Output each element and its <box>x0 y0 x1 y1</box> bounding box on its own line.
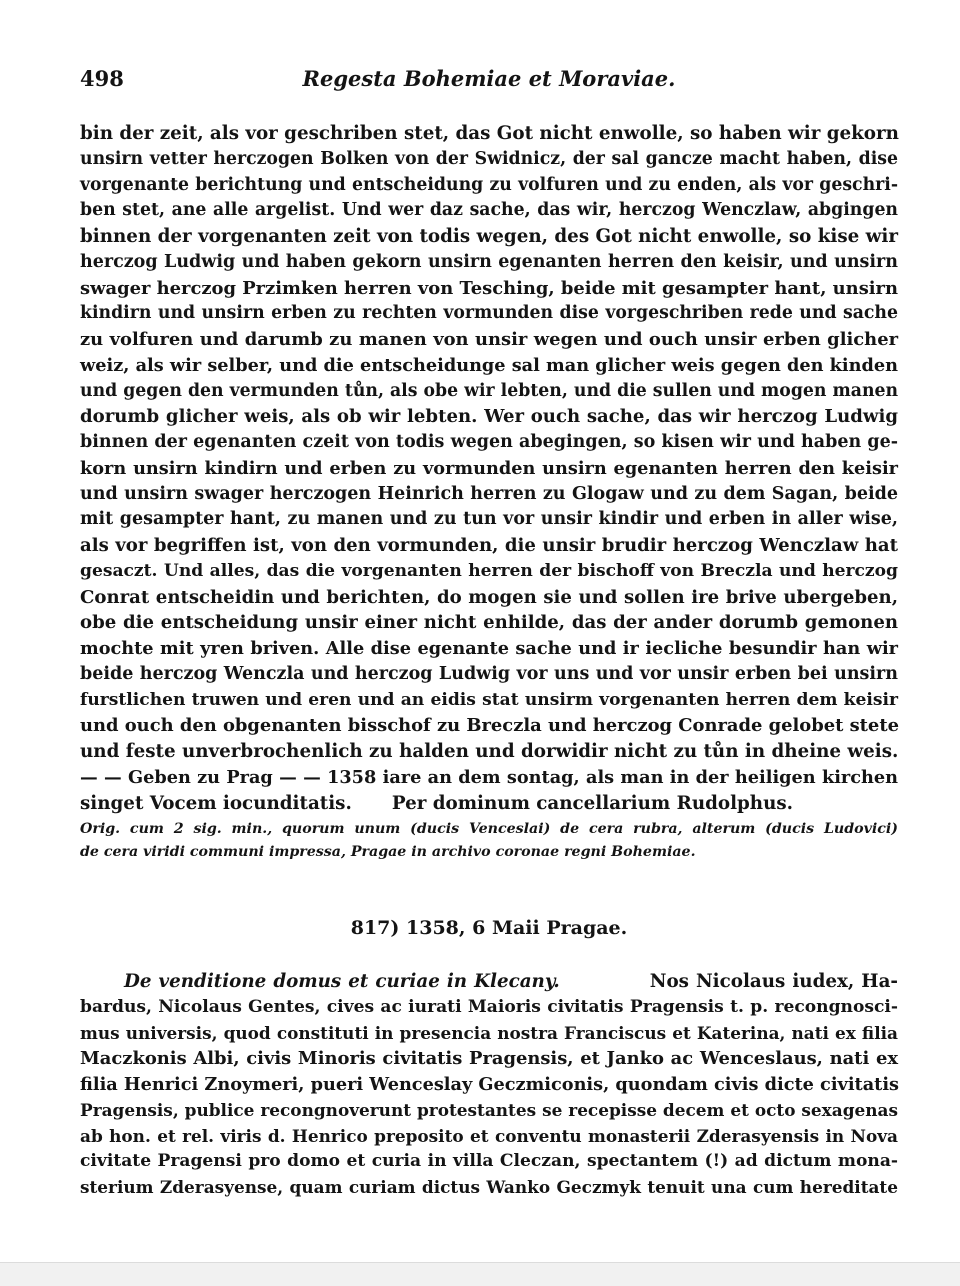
text-line: zu volfuren und darumb zu manen von unsir wegen und ouch unsir erben glicher <box>80 329 898 350</box>
text-line: und unsirn swager herczogen Heinrich herren zu Glogaw und zu dem Sagan, beide <box>80 483 898 504</box>
text-line: binnen der vorgenanten zeit von todis wegen, des Got nicht enwolle, so kise wir <box>80 226 898 247</box>
text-line: mochte mit yren briven. Alle dise egenante sache und ir iecliche besundir han wir <box>80 638 898 659</box>
text-line: swager herczog Przimken herren von Tesching, beide mit gesampter hant, unsirn <box>80 277 898 299</box>
text-line: mit gesampter hant, zu manen und zu tun vor unsir kindir und erben in aller wise, <box>80 509 898 530</box>
note-line: de cera viridi communi impressa, Pragae in archivo coronae regni Bohemiae. <box>80 844 696 860</box>
text-line: dorumb glicher weis, als ob wir lebten. Wer ouch sache, das wir herczog Ludwig <box>80 406 898 428</box>
text-line: — — Geben zu Prag — — 1358 iare an dem sontag, als man in der heiligen kirchen <box>80 766 898 788</box>
text-line: binnen der egenanten czeit von todis wegen abegingen, so kisen wir und haben ge- <box>80 432 898 452</box>
text-line: furstlichen truwen und eren und an eidis stat unsirm vorgenanten herren dem keisir <box>80 689 898 710</box>
closing-text: singet Vocem iocunditatis. <box>80 792 352 814</box>
running-title: Regesta Bohemiae et Moraviae. <box>302 66 676 91</box>
text-line: gesaczt. Und alles, das die vorgenanten herren der bischoff von Breczla und herczog <box>80 560 898 581</box>
text-line: unsirn vetter herczogen Bolken von der Swidnicz, der sal gancze macht haben, dise <box>80 148 898 169</box>
text-line: vorgenante berichtung und entscheidung zu volfuren und zu enden, als vor geschri- <box>80 174 898 195</box>
text-line: obe die entscheidung unsir einer nicht enhilde, das der ander dorumb gemonen <box>80 612 898 634</box>
text-line: bardus, Nicolaus Gentes, cives ac iurati Maioris civitatis Pragensis t. p. recongnosci- <box>80 996 898 1017</box>
text-line: Conrat entscheidin und berichten, do mogen sie und sollen ire brive ubergeben, <box>80 586 898 608</box>
text-line: beide herczog Wenczla und herczog Ludwig vor uns und vor unsir erben bei unsirn <box>80 663 898 684</box>
text-line: und ouch den obgenanten bisschof zu Breczla und herczog Conrade gelobet stete <box>80 715 899 737</box>
archival-note <box>80 818 898 864</box>
text-line: und feste unverbrochenlich zu halden und dorwidir nicht zu tůn in dheine weis. <box>80 741 899 762</box>
entry-summary-title: De venditione domus et curiae in Klecany. <box>124 971 560 992</box>
page-bottom-edge <box>0 1262 960 1286</box>
entry-text <box>80 969 898 1201</box>
page-header <box>80 66 898 96</box>
text-line: als vor begriffen ist, von den vormunden, die unsir brudir herczog Wenczlaw hat <box>80 535 898 556</box>
text-line: mus universis, quod constituti in presencia nostra Franciscus et Katerina, nati ex filia <box>80 1022 898 1043</box>
closing-line <box>80 791 898 817</box>
entry-heading: 817) 1358, 6 Maii Pragae. <box>350 917 628 939</box>
text-line: Pragensis, publice recongnoverunt protestantes se recepisse decem et octo sexagenas <box>80 1099 898 1120</box>
chancery-note: Per dominum cancellarium Rudolphus. <box>391 792 794 814</box>
entry-first-line <box>80 969 898 995</box>
text-line: civitate Pragensi pro domo et curia in villa Cleczan, spectantem (!) ad dictum mona- <box>80 1151 898 1172</box>
continuation-text <box>80 121 898 816</box>
entry-first-text: Nos Nicolaus iudex, Ha- <box>649 971 899 992</box>
text-line: korn unsirn kindirn und erben zu vormunden unsirn egenanten herren den keisir <box>80 457 898 479</box>
note-line: Orig. cum 2 sig. min., quorum unum (ducis Venceslai) de cera rubra, alterum (ducis Ludovici) <box>80 821 898 837</box>
text-line: kindirn und unsirn erben zu rechten vormunden dise vorgeschriben rede und sache <box>80 303 898 324</box>
text-line: bin der zeit, als vor geschriben stet, das Got nicht enwolle, so haben wir gekorn <box>80 123 899 144</box>
page-number: 498 <box>80 66 124 91</box>
text-line: sterium Zderasyense, quam curiam dictus Wanko Geczmyk tenuit una cum hereditate <box>80 1177 898 1197</box>
text-line: herczog Ludwig und haben gekorn unsirn egenanten herren den keisir, und unsirn <box>80 251 898 272</box>
text-line: weiz, als wir selber, und die entscheidunge sal man glicher weis gegen den kinden <box>80 354 898 376</box>
text-line: filia Henrici Znoymeri, pueri Wenceslay Geczmiconis, quondam civis dicte civitatis <box>80 1074 900 1095</box>
text-line: ben stet, ane alle argelist. Und wer daz sache, das wir, herczog Wenczlaw, abgingen <box>80 200 898 221</box>
text-line: ab hon. et rel. viris d. Henrico preposito et conventu monasterii Zderasyensis in Nova <box>80 1125 898 1146</box>
text-line: und gegen den vermunden tůn, als obe wir lebten, und die sullen und mogen manen <box>80 380 899 401</box>
text-line: Maczkonis Albi, civis Minoris civitatis Pragensis, et Janko ac Wenceslaus, nati ex <box>80 1048 898 1070</box>
